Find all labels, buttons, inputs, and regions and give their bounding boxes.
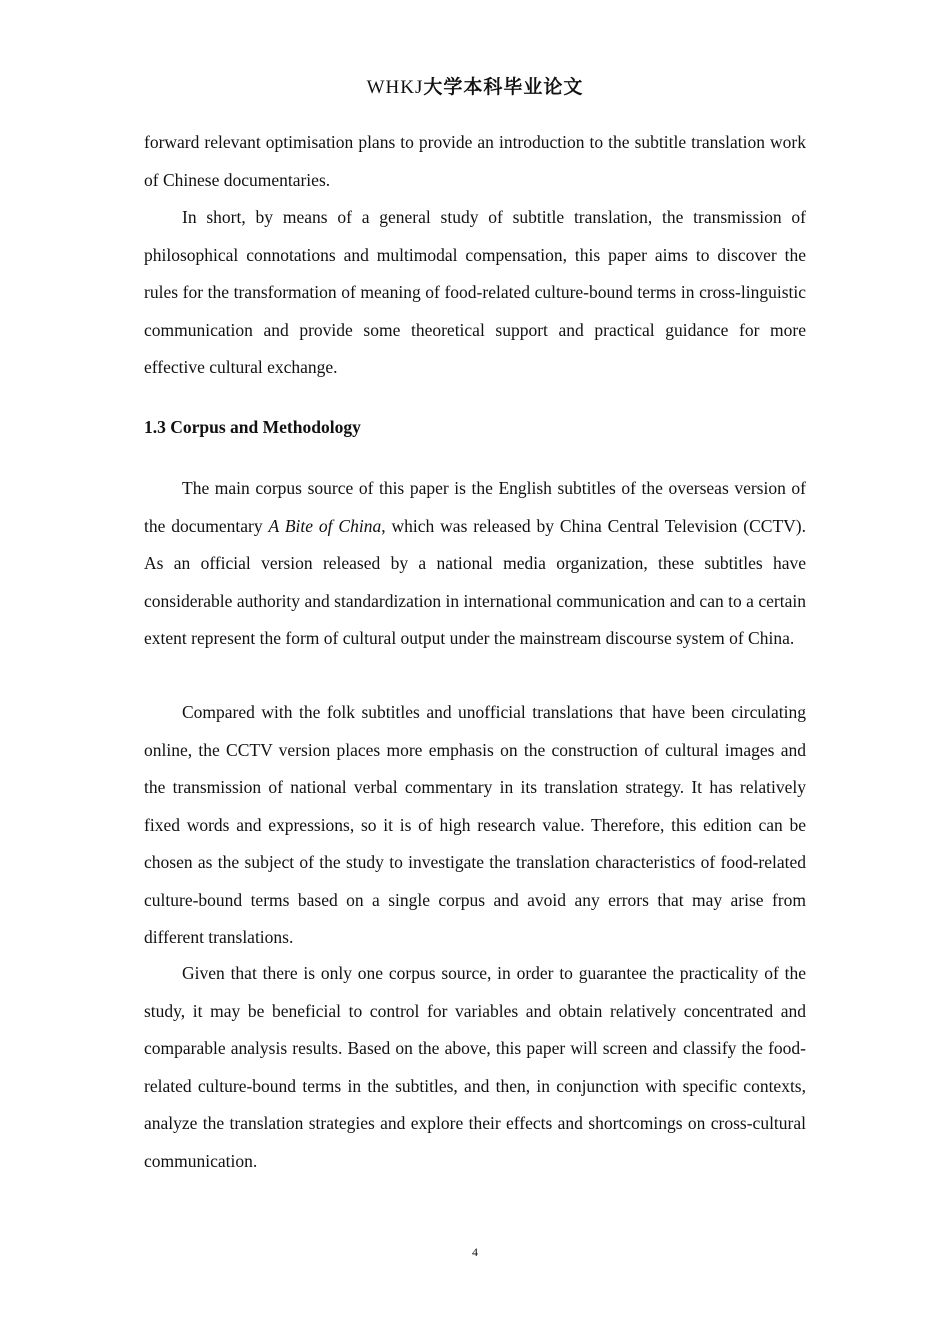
paragraph-text: , which was released by China Central Television (CCTV). As an official version released by a national media organization, these subtitles have considerable authority and standardization in international communication and can to a certain extent represent the form of cultural output under the mainstream discourse system of China. — [144, 515, 806, 648]
header-latin: WHKJ — [366, 77, 424, 98]
paragraph-method: Given that there is only one corpus source, in order to guarantee the practicality of the study, it may be beneficial to control for variables and obtain relatively concentrated and comparable analysis results. Based on the above, this paper will screen and classify the food-related culture-bound terms in the subtitles, and then, in conjunction with specific contexts, analyze the translation strategies and explore their effects and shortcomings on cross-cultural communication. — [144, 963, 806, 1171]
paragraph-summary: In short, by means of a general study of subtitle translation, the transmission of philosophical connotations and multimodal compensation, this paper aims to discover the rules for the transformation of meaning of food-related culture-bound terms in cross-linguistic communication and provide some theoretical support and practical guidance for more effective cultural exchange. — [144, 207, 806, 377]
section-heading: 1.3 Corpus and Methodology — [144, 417, 361, 437]
page-number: 4 — [472, 1245, 478, 1259]
paragraph-comparison: Compared with the folk subtitles and unofficial translations that have been circulating online, the CCTV version places more emphasis on the construction of cultural images and the transmission of national verbal commentary in its translation strategy. It has relatively fixed words and expressions, so it is of high research value. Therefore, this edition can be chosen as the subject of the study to investigate the translation characteristics of food-related culture-bound terms based on a single corpus and avoid any errors that may arise from different translations. — [144, 702, 806, 947]
running-header — [0, 74, 950, 101]
documentary-title: A Bite of China — [268, 515, 382, 536]
paragraph-text: The main corpus source of this paper is the English subtitles of the overseas version of the documentary — [144, 478, 806, 536]
header-cjk: 大学本科毕业论文 — [423, 76, 584, 98]
paragraph-continued: forward relevant optimisation plans to provide an introduction to the subtitle translation work of Chinese documentaries. — [144, 132, 806, 190]
paragraph-corpus-source — [144, 470, 806, 658]
